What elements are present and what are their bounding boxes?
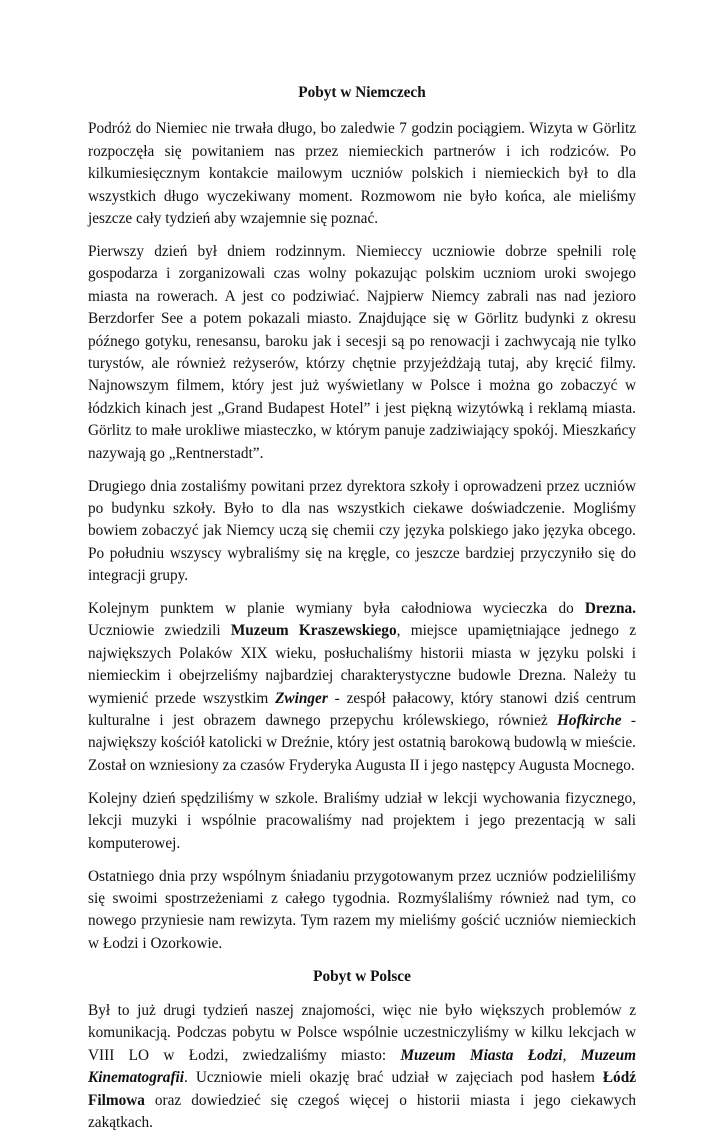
section-title-poland: Pobyt w Polsce	[313, 967, 411, 985]
paragraph-text: Podróż do Niemiec nie trwała długo, bo zaledwie 7 godzin pociągiem. Wizyta w Görlitz rozpoczęła się powitaniem nas przez niemieckich partnerów i ich rodziców. Po kilkumiesięcznym kontakcie mailowym uczniów polskich i niemieckich był to dla wszystkich długo wyczekiwany moment. Rozmowom nie było końca, ale mieliśmy jeszcze cały tydzień aby wzajemnie się poznać.	[88, 120, 636, 228]
paragraph-text: Był to już drugi tydzień naszej znajomości, więc nie było większych problemów z komunikacją. Podczas pobytu w Polsce wspólnie uczestniczyliśmy w kilku lekcjach w VIII LO w Łodzi, zwiedzaliśmy miasto:	[88, 1002, 636, 1064]
bold-kraszewski-museum: Muzeum Kraszewskiego	[230, 622, 397, 640]
bold-lodz-filmowa: Łódź Filmowa	[88, 1069, 636, 1109]
paragraph-text: Drugiego dnia zostaliśmy powitani przez dyrektora szkoły i oprowadzeni przez uczniów po budynku szkoły. Było to dla nas wszystkich ciekawe doświadczenie. Mogliśmy bowiem zobaczyć jak Niemcy uczą się chemii czy języka polskiego jako języka obcego. Po południu wszyscy wybraliśmy się na kręgle, co jeszcze bardziej przyczyniło się do integracji grupy.	[88, 477, 636, 585]
paragraph-last-day	[88, 866, 636, 956]
paragraph-poland-stay	[88, 1000, 636, 1134]
bold-italic-cinematography-museum: Muzeum Kinematografii	[88, 1046, 636, 1087]
paragraph-arrival	[88, 118, 636, 230]
bold-dresden: Drezna.	[584, 600, 636, 618]
paragraph-text: Uczniowie zwiedzili	[88, 622, 231, 640]
paragraph-school-day	[88, 788, 636, 855]
paragraph-dresden-trip	[88, 598, 636, 777]
paragraph-text: ,	[562, 1046, 581, 1064]
paragraph-text: Ostatniego dnia przy wspólnym śniadaniu przygotowanym przez uczniów podzieliliśmy się swoimi spostrzeżeniami z całego tygodnia. Rozmyślaliśmy również nad tym, co nowego przyniesie nam rewizyta. Tym razem my mieliśmy gościć uczniów niemieckich w Łodzi i Ozorkowie.	[88, 867, 636, 952]
bold-italic-lodz-museum: Muzeum Miasta Łodzi	[400, 1046, 563, 1064]
section-title-germany: Pobyt w Niemczech	[298, 84, 426, 101]
paragraph-text: Kolejny dzień spędziliśmy w szkole. Braliśmy udział w lekcji wychowania fizycznego, lekcji muzyki i wspólnie pracowaliśmy nad projektem i jego prezentacją w sali komputerowej.	[88, 789, 636, 852]
paragraph-text: Kolejnym punktem w planie wymiany była całodniowa wycieczka do	[88, 600, 585, 618]
bold-italic-hofkirche: Hofkirche	[557, 712, 622, 730]
paragraph-text: Pierwszy dzień był dniem rodzinnym. Niemieccy uczniowie dobrze spełnili rolę gospodarza i zorganizowali czas wolny pokazując polskim uczniom uroki swojego miasta na rowerach. A jest co podziwiać. Najpierw Niemcy zabrali nas nad jezioro Berzdorfer See a potem pokazali miasto. Znajdujące się w Görlitz budynki z okresu późnego gotyku, renesansu, baroku jak i secesji są po renowacji i zachwycają nie tylko turystów, ale również reżyserów, którzy chętnie przyjeżdżają tutaj, aby kręcić filmy. Najnowszym filmem, który jest już wyświetlany w Polsce i można go zobaczyć w łódzkich kinach jest „Grand Budapest Hotel” i jest piękną wizytówką i reklamą miasta. Görlitz to małe urokliwe miasteczko, w którym panuje zadziwiający spokój. Mieszkańcy nazywają go „Rentnerstadt”.	[88, 242, 636, 462]
paragraph-text: . Uczniowie mieli okazję brać udział w zajęciach pod hasłem	[184, 1069, 603, 1087]
paragraph-text: - zespół pałacowy, który stanowi dziś centrum kulturalne i jest obrazem dawnego przepychu królewskiego, również	[88, 689, 636, 730]
paragraph-family-day	[88, 241, 636, 465]
paragraph-school-visit	[88, 476, 636, 588]
bold-italic-zwinger: Zwinger	[275, 689, 328, 707]
paragraph-text: oraz dowiedzieć się czegoś więcej o historii miasta i jego ciekawych zakątkach.	[88, 1091, 636, 1132]
paragraph-text: , miejsce upamiętniające jednego z największych Polaków XIX wieku, posłuchaliśmy historii miasta w języku polski i niemieckim i obejrzeliśmy najbardziej charakterystyczne budowle Drezna. Należy tu wymienić przede wszystkim	[88, 622, 636, 707]
paragraph-text: - największy kościół katolicki w Dreźnie, który jest ostatnią barokową budowlą w mieście. Został on wzniesiony za czasów Fryderyka Augusta II i jego następcy Augusta Mocnego.	[88, 712, 636, 774]
